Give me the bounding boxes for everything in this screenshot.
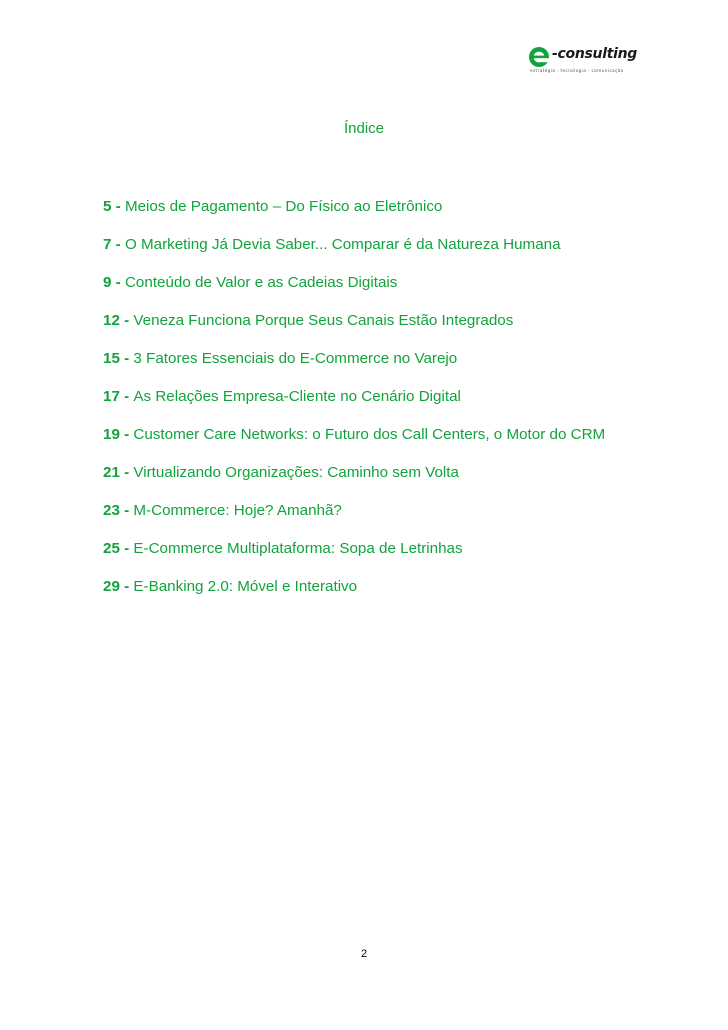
toc-entry[interactable] <box>103 462 633 484</box>
toc-entry[interactable] <box>103 386 633 408</box>
toc-entry-page: 17 - <box>103 388 134 405</box>
toc-entry-title: Veneza Funciona Porque Seus Canais Estão Integrados <box>133 312 514 329</box>
toc-entry-page: 23 - <box>103 502 134 519</box>
logo-tagline: estratégia · tecnologia · comunicação <box>530 68 624 73</box>
toc-entry[interactable] <box>103 348 633 370</box>
toc-entry-title: As Relações Empresa-Cliente no Cenário Digital <box>133 388 461 405</box>
toc-entry-page: 29 - <box>103 578 134 595</box>
toc-entry-page: 25 - <box>103 540 134 557</box>
index-title: Índice <box>343 120 385 137</box>
toc-entry-page: 21 - <box>103 464 134 481</box>
logo-wordmark: -consulting <box>552 46 637 62</box>
toc-entry-title: M-Commerce: Hoje? Amanhã? <box>133 502 342 519</box>
page-number: 2 <box>360 948 368 960</box>
toc-entry-page: 9 - <box>103 274 125 291</box>
toc-entry[interactable] <box>103 234 633 256</box>
toc-entry-page: 19 - <box>103 426 134 443</box>
toc-entry-title: Conteúdo de Valor e as Cadeias Digitais <box>124 274 398 291</box>
toc-entry-page: 12 - <box>103 312 134 329</box>
toc-entry[interactable] <box>103 424 633 446</box>
toc-entry-page: 7 - <box>103 236 125 253</box>
toc-entry-title: Customer Care Networks: o Futuro dos Call Centers, o Motor do CRM <box>133 426 606 443</box>
toc-entry-title: E-Banking 2.0: Móvel e Interativo <box>133 578 358 595</box>
toc-entry[interactable] <box>103 500 633 522</box>
toc-entry-page: 15 - <box>103 350 134 367</box>
toc-entry[interactable] <box>103 576 633 598</box>
toc-entry[interactable] <box>103 196 633 218</box>
toc-entry-title: O Marketing Já Devia Saber... Comparar é da Natureza Humana <box>124 236 561 253</box>
toc-entry[interactable] <box>103 272 633 294</box>
toc-entry-title: Virtualizando Organizações: Caminho sem Volta <box>133 464 459 481</box>
table-of-contents <box>103 196 633 614</box>
e-logo-icon <box>528 46 550 68</box>
toc-entry-title: 3 Fatores Essenciais do E-Commerce no Varejo <box>133 350 458 367</box>
toc-entry[interactable] <box>103 310 633 332</box>
toc-entry[interactable] <box>103 538 633 560</box>
toc-entry-title: E-Commerce Multiplataforma: Sopa de Letrinhas <box>133 540 463 557</box>
toc-entry-title: Meios de Pagamento – Do Físico ao Eletrônico <box>124 198 443 215</box>
e-consulting-logo <box>522 44 637 78</box>
toc-entry-page: 5 - <box>103 198 125 215</box>
